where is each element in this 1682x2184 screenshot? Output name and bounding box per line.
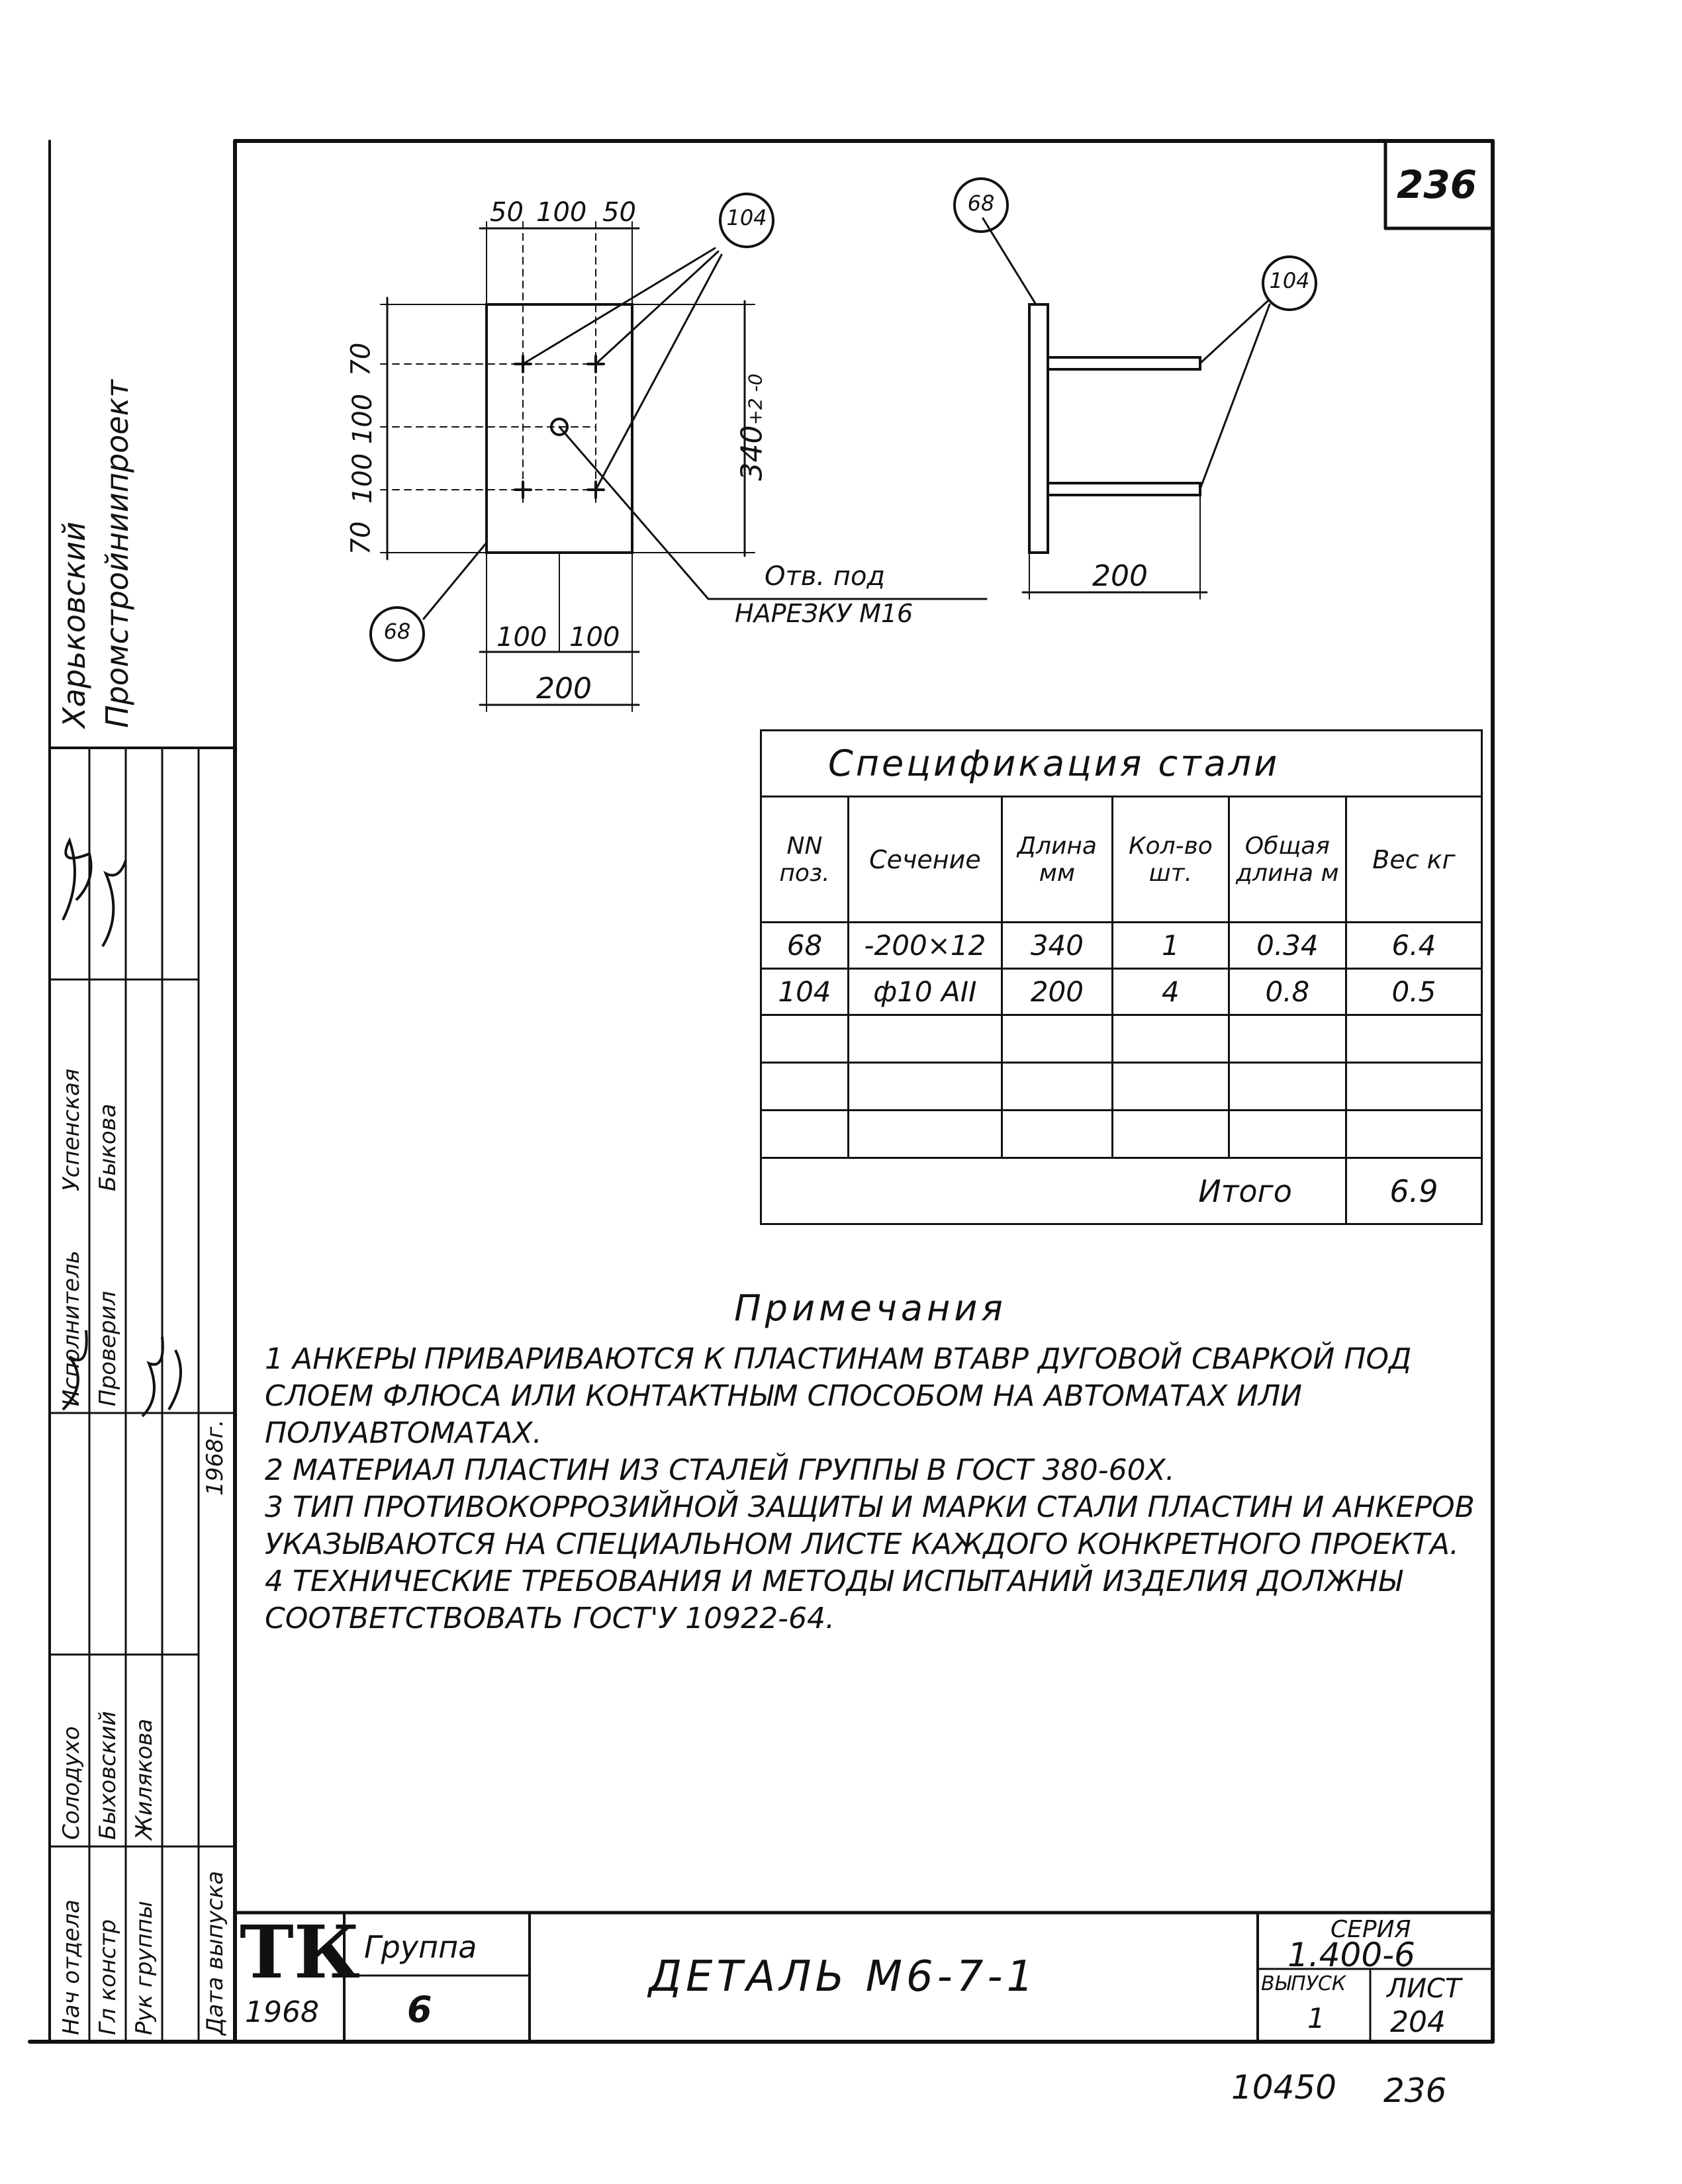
spec-cell: 104 [761, 969, 849, 1015]
dim-left-2: 100 [348, 393, 379, 445]
notes-title: Примечания [734, 1287, 1007, 1329]
spec-cell [1112, 1111, 1229, 1158]
tb-issue-label: ВЫПУСК [1261, 1972, 1346, 1995]
spec-cell: 200 [1002, 969, 1112, 1015]
stamp-org-line1: Харьковский [56, 522, 92, 728]
spec-total-value: 6.9 [1346, 1158, 1481, 1224]
spec-cell [1229, 1015, 1346, 1063]
spec-cell: ф10 АII [848, 969, 1002, 1015]
spec-cell [848, 1015, 1002, 1063]
spec-cell: -200×12 [848, 923, 1002, 969]
dim-top-3: 50 [602, 197, 636, 228]
spec-header: NN поз. [761, 797, 849, 923]
spec-cell [1002, 1015, 1112, 1063]
table-row [761, 1111, 1482, 1158]
note-item: 3 ТИП ПРОТИВОКОРРОЗИЙНОЙ ЗАЩИТЫ И МАРКИ СТАЛИ ПЛАСТИН И АНКЕРОВ УКАЗЫВАЮТСЯ НА СПЕЦИАЛЬНОМ ЛИСТЕ КАЖДОГО КОНКРЕТНОГО ПРОЕКТА. [265, 1490, 1475, 1561]
spec-title: Спецификация стали [761, 731, 1482, 797]
dim-top-1: 50 [490, 197, 524, 228]
spec-header: Длина мм [1002, 797, 1112, 923]
tb-sheet-label: ЛИСТ [1387, 1974, 1462, 2004]
table-row [761, 969, 1482, 1015]
callout-plate-front: 68 [383, 619, 411, 644]
dim-total-width: 200 [536, 672, 592, 705]
stamp-role: Исполнитель [58, 1250, 85, 1406]
spec-cell [1002, 1111, 1112, 1158]
callout-anchor-side: 104 [1269, 268, 1310, 293]
signatures [50, 748, 235, 2045]
callout-anchor-front: 104 [726, 205, 767, 230]
bottom-number-left: 10450 [1231, 2068, 1337, 2107]
dim-height: 340+2 -0 [735, 373, 769, 481]
tb-year: 1968 [245, 1995, 319, 2029]
spec-cell [1346, 1015, 1481, 1063]
spec-cell [761, 1015, 849, 1063]
dim-bottom-1: 100 [496, 622, 547, 653]
tb-series-value: 1.400-6 [1287, 1936, 1415, 1974]
spec-header: Вес кг [1346, 797, 1481, 923]
dim-top-2: 100 [536, 197, 587, 228]
spec-cell: 0.5 [1346, 969, 1481, 1015]
spec-header: Сечение [848, 797, 1002, 923]
spec-header: Общая длина м [1229, 797, 1346, 923]
hole-note-2: НАРЕЗКУ М16 [735, 599, 913, 628]
stamp-name: Успенская [58, 1068, 85, 1191]
spec-total-label: Итого [761, 1158, 1346, 1224]
spec-cell: 0.8 [1229, 969, 1346, 1015]
spec-cell [1346, 1111, 1481, 1158]
bottom-number-right: 236 [1383, 2071, 1447, 2110]
stamp-role: Проверил [95, 1291, 121, 1406]
stamp-date-label: Дата выпуска [202, 1870, 228, 2035]
spec-cell [1229, 1063, 1346, 1111]
dim-left-3: 100 [348, 453, 379, 504]
hole-note-1: Отв. под [765, 561, 886, 592]
dim-left-1: 70 [346, 342, 377, 377]
spec-header: Кол-во шт. [1112, 797, 1229, 923]
spec-cell: 0.34 [1229, 923, 1346, 969]
dim-side-length: 200 [1092, 559, 1148, 593]
stamp-org-line2: Промстройниипроект [99, 379, 135, 728]
callout-plate-side: 68 [967, 191, 995, 216]
tb-series-label: СЕРИЯ [1331, 1916, 1411, 1943]
spec-cell [1346, 1063, 1481, 1111]
table-row [761, 923, 1482, 969]
stamp-name: Быкова [95, 1103, 121, 1191]
spec-cell [848, 1063, 1002, 1111]
spec-cell: 4 [1112, 969, 1229, 1015]
table-row [761, 1015, 1482, 1063]
spec-cell [1002, 1063, 1112, 1111]
spec-cell: 68 [761, 923, 849, 969]
spec-cell [1112, 1063, 1229, 1111]
spec-cell [1229, 1111, 1346, 1158]
spec-cell [1112, 1015, 1229, 1063]
tb-sheet-value: 204 [1390, 2005, 1446, 2039]
spec-cell: 1 [1112, 923, 1229, 969]
tb-name: ДЕТАЛЬ М6-7-1 [649, 1952, 1038, 2001]
spec-cell [761, 1111, 849, 1158]
spec-cell [848, 1111, 1002, 1158]
stamp-name: Быховский [95, 1711, 121, 1840]
tb-group-label: Группа [364, 1929, 477, 1965]
spec-table [760, 729, 1483, 1225]
stamp-role: Рук группы [131, 1901, 158, 2035]
note-item: 4 ТЕХНИЧЕСКИЕ ТРЕБОВАНИЯ И МЕТОДЫ ИСПЫТАНИЙ ИЗДЕЛИЯ ДОЛЖНЫ СООТВЕТСТВОВАТЬ ГОСТ'У 10922-64. [265, 1565, 1402, 1635]
spec-cell [761, 1063, 849, 1111]
page-number: 236 [1397, 162, 1477, 207]
stamp-role: Нач отдела [58, 1899, 85, 2035]
stamp-date-value: 1968г. [202, 1419, 228, 1496]
spec-cell: 340 [1002, 923, 1112, 969]
notes-block [265, 1287, 1476, 1637]
table-row [761, 1063, 1482, 1111]
tb-group-value: 6 [407, 1989, 432, 2030]
spec-cell: 6.4 [1346, 923, 1481, 969]
stamp-name: Жилякова [131, 1718, 158, 1840]
stamp-role: Гл констр [95, 1919, 121, 2035]
dim-bottom-2: 100 [569, 622, 620, 653]
stamp-name: Солодухо [58, 1726, 85, 1840]
tk-logo: ТК [240, 1909, 360, 1995]
note-item: 1 АНКЕРЫ ПРИВАРИВАЮТСЯ К ПЛАСТИНАМ ВТАВР ДУГОВОЙ СВАРКОЙ ПОД СЛОЕМ ФЛЮСА ИЛИ КОНТАКТНЫМ СПОСОБОМ НА АВТОМАТАХ ИЛИ ПОЛУАВТОМАТАХ. [265, 1342, 1412, 1450]
tb-issue-value: 1 [1307, 2002, 1325, 2034]
note-item: 2 МАТЕРИАЛ ПЛАСТИН ИЗ СТАЛЕЙ ГРУППЫ В ГОСТ 380-60Х. [265, 1453, 1175, 1487]
dim-left-4: 70 [346, 521, 377, 555]
